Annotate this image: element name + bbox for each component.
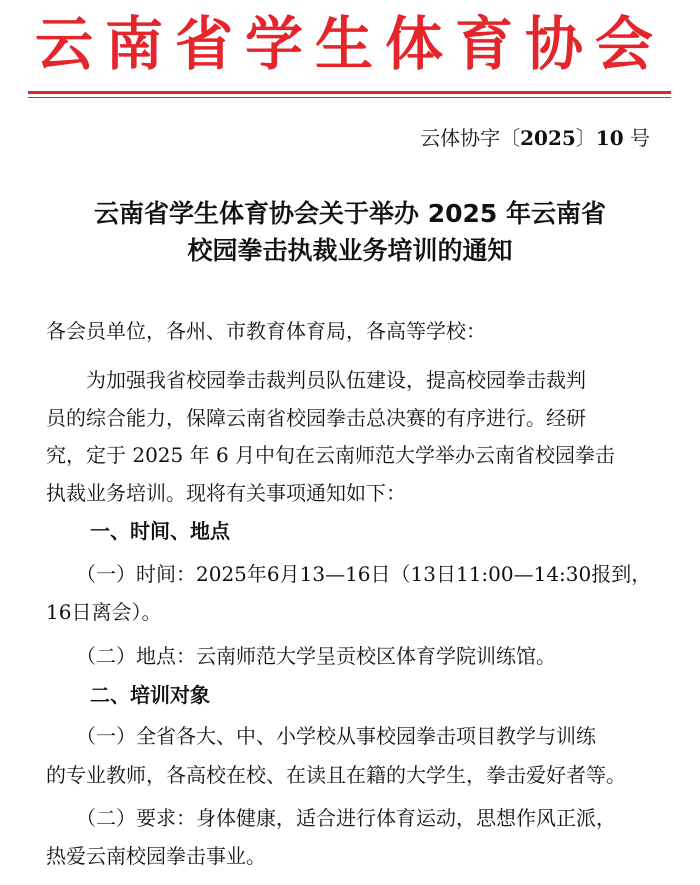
participants-item-line: （一）全省各大、中、小学校从事校园拳击项目教学与训练 [46, 724, 596, 748]
docnum-number: 10 [595, 126, 624, 150]
notice-subject-line-2: 校园拳击执裁业务培训的通知 [187, 236, 513, 265]
notice-subject-line-1: 云南省学生体育协会关于举办 2025 年云南省 [94, 199, 606, 228]
intro-paragraph-line: 究，定于 2025 年 6 月中旬在云南师范大学举办云南省校园拳击 [46, 443, 616, 467]
organization-title: 云南省学生体育协会 [34, 10, 665, 78]
time-line: 16日离会）。 [46, 600, 162, 624]
header-divider-thin [28, 97, 671, 98]
time-line: （一）时间：2025年6月13—16日（13日11:00—14:30报到， [46, 562, 652, 586]
docnum-prefix: 云体协字〔 [420, 126, 521, 150]
intro-paragraph-line: 执裁业务培训。现将有关事项通知如下： [46, 481, 406, 505]
docnum-suffix: 号 [623, 126, 650, 150]
requirements-line: 热爱云南校园拳击事业。 [46, 844, 266, 868]
header-divider-thick [28, 91, 671, 94]
place-line: （二）地点：云南师范大学呈贡校区体育学院训练馆。 [46, 644, 556, 668]
docnum-year: 2025 [520, 126, 576, 150]
section-heading-participants: 二、培训对象 [90, 683, 210, 707]
requirements-line: （二）要求：身体健康，适合进行体育运动，思想作风正派， [46, 806, 616, 830]
intro-paragraph-line: 员的综合能力，保障云南省校园拳击总决赛的有序进行。经研 [46, 406, 586, 430]
intro-paragraph-line: 为加强我省校园拳击裁判员队伍建设，提高校园拳击裁判 [46, 368, 586, 392]
section-heading-time-place: 一、时间、地点 [90, 519, 230, 543]
addressee: 各会员单位，各州、市教育体育局，各高等学校： [46, 319, 486, 343]
participants-item-line: 的专业教师，各高校在校、在读且在籍的大学生，拳击爱好者等。 [46, 763, 626, 787]
docnum-middle: 〕 [575, 126, 596, 150]
document-number [420, 124, 650, 152]
